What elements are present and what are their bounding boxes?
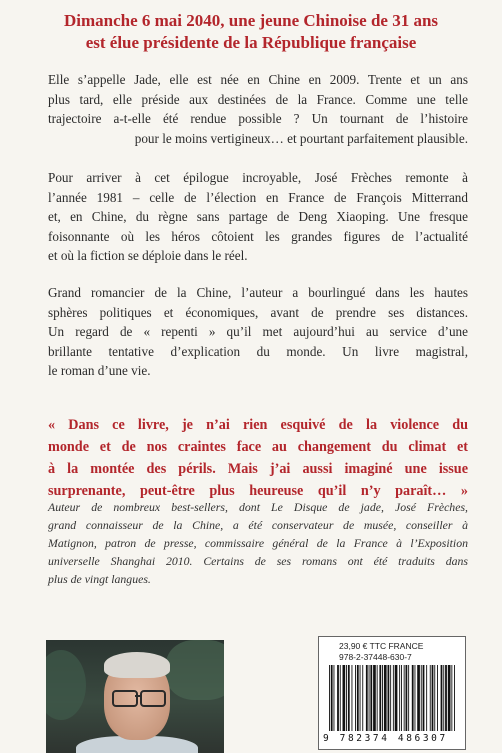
text-line: l’année 1981 – celle de l’élection en France de François Mitterrand	[48, 189, 468, 205]
barcode-bar	[448, 665, 451, 731]
barcode-bar	[348, 665, 350, 731]
text-line: le roman d’une vie.	[48, 363, 151, 378]
barcode-bar	[404, 665, 405, 731]
barcode-bar	[377, 665, 378, 731]
barcode-bar	[357, 665, 359, 731]
barcode-bar	[401, 665, 402, 731]
barcode-bar	[373, 665, 376, 731]
barcode-panel	[318, 636, 466, 750]
barcode-bar	[443, 665, 444, 731]
barcode-bar	[379, 665, 381, 731]
barcode-bar	[343, 665, 346, 731]
barcode-bar	[331, 665, 333, 731]
text-line: Grand romancier de la Chine, l’auteur a bourlingué dans les hautes	[48, 285, 468, 300]
barcode-bar	[369, 665, 370, 731]
barcode-bar	[390, 665, 391, 731]
text-line: trajectoire a-t-elle été rendue possible ? Un tournant de l’histoire	[48, 111, 468, 126]
barcode-bar	[346, 665, 347, 731]
barcode-bar	[437, 665, 438, 731]
glasses-icon	[112, 690, 138, 707]
bio-line: universelle Shanghai 2010. Certains de ses romans ont été traduits dans	[48, 554, 468, 568]
barcode-bar	[329, 665, 330, 731]
barcode-bar	[366, 665, 368, 731]
barcode-bar	[355, 665, 356, 731]
headline-line: Dimanche 6 mai 2040, une jeune Chinoise de 31 ans	[63, 11, 439, 30]
barcode-bar	[412, 665, 414, 731]
barcode-bar	[430, 665, 431, 731]
barcode-bar	[393, 665, 394, 731]
barcode-digits: 9 782374 486307	[323, 733, 448, 744]
text-line: Elle s’appelle Jade, elle est née en Chine en 2009. Trente et un ans	[48, 72, 468, 87]
glasses-icon	[140, 690, 166, 707]
author-bio	[48, 498, 468, 588]
text-line: brillante tentative d’explication du monde. Un livre magistral,	[48, 343, 468, 359]
photo-background	[166, 640, 224, 700]
quote-line: « Dans ce livre, je n’ai rien esquivé de la violence du	[48, 417, 468, 433]
text-line: Pour arriver à cet épilogue incroyable, José Frèches remonte à	[48, 170, 468, 185]
barcode-bar	[434, 665, 435, 731]
isbn-label: 978-2-37448-630-7	[339, 652, 412, 662]
barcode-bar	[362, 665, 363, 731]
barcode-bar	[432, 665, 434, 731]
barcode-bar	[441, 665, 443, 731]
barcode-bar	[451, 665, 452, 731]
text-line: pour le moins vertigineux… et pourtant parfaitement plausible.	[134, 130, 468, 146]
text-line: plus tard, elle préside aux destinées de la France. Comme une telle	[48, 91, 468, 107]
barcode-bars	[329, 665, 455, 731]
synopsis-paragraph-2	[48, 168, 468, 266]
glasses-bridge	[135, 695, 141, 697]
text-line: et où la fiction se déploie dans le réel.	[48, 248, 248, 263]
barcode-bar	[388, 665, 390, 731]
bio-line: plus de vingt langues.	[48, 572, 151, 586]
bio-line: grand connaisseur de la Chine, a été conservateur de musée, conseiller à	[48, 518, 468, 532]
barcode-bar	[408, 665, 409, 731]
barcode-bar	[384, 665, 387, 731]
barcode-bar	[360, 665, 361, 731]
barcode-bar	[337, 665, 339, 731]
barcode-bar	[352, 665, 353, 731]
headline	[20, 10, 482, 54]
bio-line: Auteur de nombreux best-sellers, dont Le Disque de jade, José Frèches,	[48, 500, 468, 514]
barcode-bar	[454, 665, 455, 731]
author-paragraph	[48, 283, 468, 381]
headline-line: est élue présidente de la République française	[85, 33, 417, 52]
bio-line: Matignon, patron de presse, commissaire général de la France à l’Exposition	[48, 536, 468, 550]
barcode-bar	[334, 665, 335, 731]
barcode-bar	[406, 665, 408, 731]
quote-line: surprenante, peut-être plus heureuse qu’il n’y paraît… »	[48, 483, 468, 499]
barcode-bar	[426, 665, 427, 731]
synopsis-paragraph-1	[48, 70, 468, 148]
barcode-bar	[399, 665, 400, 731]
barcode-bar	[415, 665, 416, 731]
price-label: 23,90 € TTC FRANCE	[339, 641, 424, 651]
author-quote	[48, 414, 468, 502]
text-line: et, en Chine, du règne sans partage de Deng Xiaoping. Une fresque	[48, 209, 468, 224]
photo-background	[46, 650, 86, 720]
text-line: Un regard de « repenti » qu’il met aujourd’hui au service d’une	[48, 324, 468, 339]
text-line: sphères politiques et économiques, avant de prendre ses distances.	[48, 304, 468, 320]
author-photo	[46, 640, 224, 753]
barcode-bar	[421, 665, 422, 731]
barcode-bar	[395, 665, 398, 731]
photo-hair	[104, 652, 170, 678]
barcode-bar	[370, 665, 372, 731]
barcode-bar	[382, 665, 383, 731]
text-line: foisonnante où les héros côtoient les grandes figures de l’actualité	[48, 228, 468, 244]
quote-line: à la montée des périls. Mais j’ai aussi imaginé une issue	[48, 461, 468, 477]
barcode-bar	[445, 665, 447, 731]
barcode-bar	[417, 665, 420, 731]
barcode-bar	[423, 665, 425, 731]
barcode-bar	[340, 665, 341, 731]
quote-line: monde et de nos craintes face au changement du climat et	[48, 439, 468, 455]
